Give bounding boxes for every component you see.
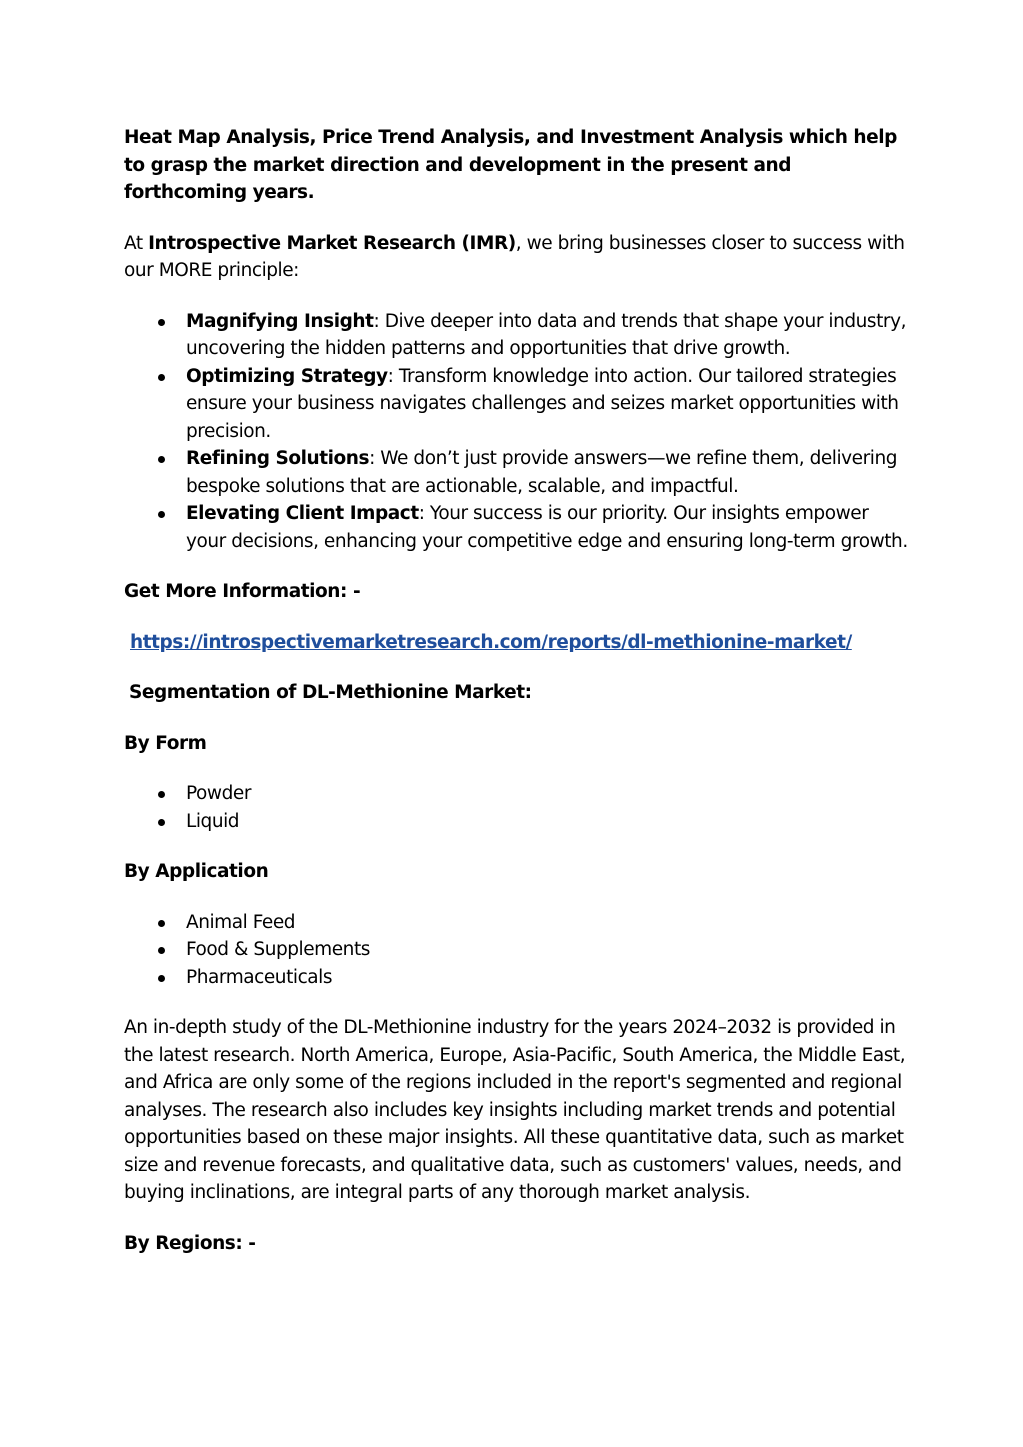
bullet-icon: [158, 975, 165, 982]
by-regions-heading: By Regions: -: [124, 1232, 256, 1254]
bullet-icon: [158, 920, 165, 927]
list-item: Powder: [124, 780, 909, 808]
list-item: Liquid: [124, 808, 909, 836]
list-item: Pharmaceuticals: [124, 964, 909, 992]
application-list: [124, 909, 909, 992]
report-link[interactable]: https://introspectivemarketresearch.com/reports/dl-methionine-market/: [130, 631, 852, 653]
by-application-heading: By Application: [124, 861, 269, 882]
document-body: [124, 124, 909, 1257]
segmentation-heading: Segmentation of DL-Methionine Market:: [129, 682, 532, 703]
bullet-icon: [158, 791, 165, 798]
bullet-icon: [158, 947, 165, 954]
list-item: Refining Solutions: We don’t just provide answers—we refine them, delivering bespoke solutions that are actionable, scalable, and impactful.: [124, 445, 909, 500]
imr-paragraph: At Introspective Market Research (IMR), we bring businesses closer to success with our MORE principle:: [124, 232, 905, 281]
by-form-heading: By Form: [124, 732, 207, 754]
more-info-label: Get More Information: -: [124, 581, 361, 602]
report-link-line: [124, 629, 909, 657]
bullet-icon: [158, 511, 165, 518]
list-item: Magnifying Insight: Dive deeper into data and trends that shape your industry, uncovering the hidden patterns and opportunities that drive growth.: [124, 308, 909, 363]
list-item: Elevating Client Impact: Your success is our priority. Our insights empower your decisions, enhancing your competitive edge and ensuring long-term growth.: [124, 500, 909, 555]
bullet-icon: [158, 456, 165, 463]
bullet-icon: [158, 319, 165, 326]
bullet-icon: [158, 374, 165, 381]
intro-heading: Heat Map Analysis, Price Trend Analysis, and Investment Analysis which help to grasp the market direction and development in the present and forthcoming years.: [124, 127, 897, 203]
list-item: Animal Feed: [124, 909, 909, 937]
bullet-icon: [158, 819, 165, 826]
form-list: [124, 780, 909, 835]
imr-name: Introspective Market Research (IMR): [148, 232, 516, 254]
list-item: Optimizing Strategy: Transform knowledge into action. Our tailored strategies ensure your business navigates challenges and seizes market opportunities with precision.: [124, 363, 909, 446]
list-item: Food & Supplements: [124, 936, 909, 964]
study-paragraph: An in-depth study of the DL-Methionine industry for the years 2024–2032 is provided in the latest research. North America, Europe, Asia-Pacific, South America, the Middle East, and Africa are only some of the regions included in the report's segmented and regional analyses. The research also includes key insights including market trends and potential opportunities based on these major insights. All these quantitative data, such as market size and revenue forecasts, and qualitative data, such as customers' values, needs, and buying inclinations, are integral parts of any thorough market analysis.: [124, 1017, 906, 1203]
principles-list: [124, 308, 909, 556]
